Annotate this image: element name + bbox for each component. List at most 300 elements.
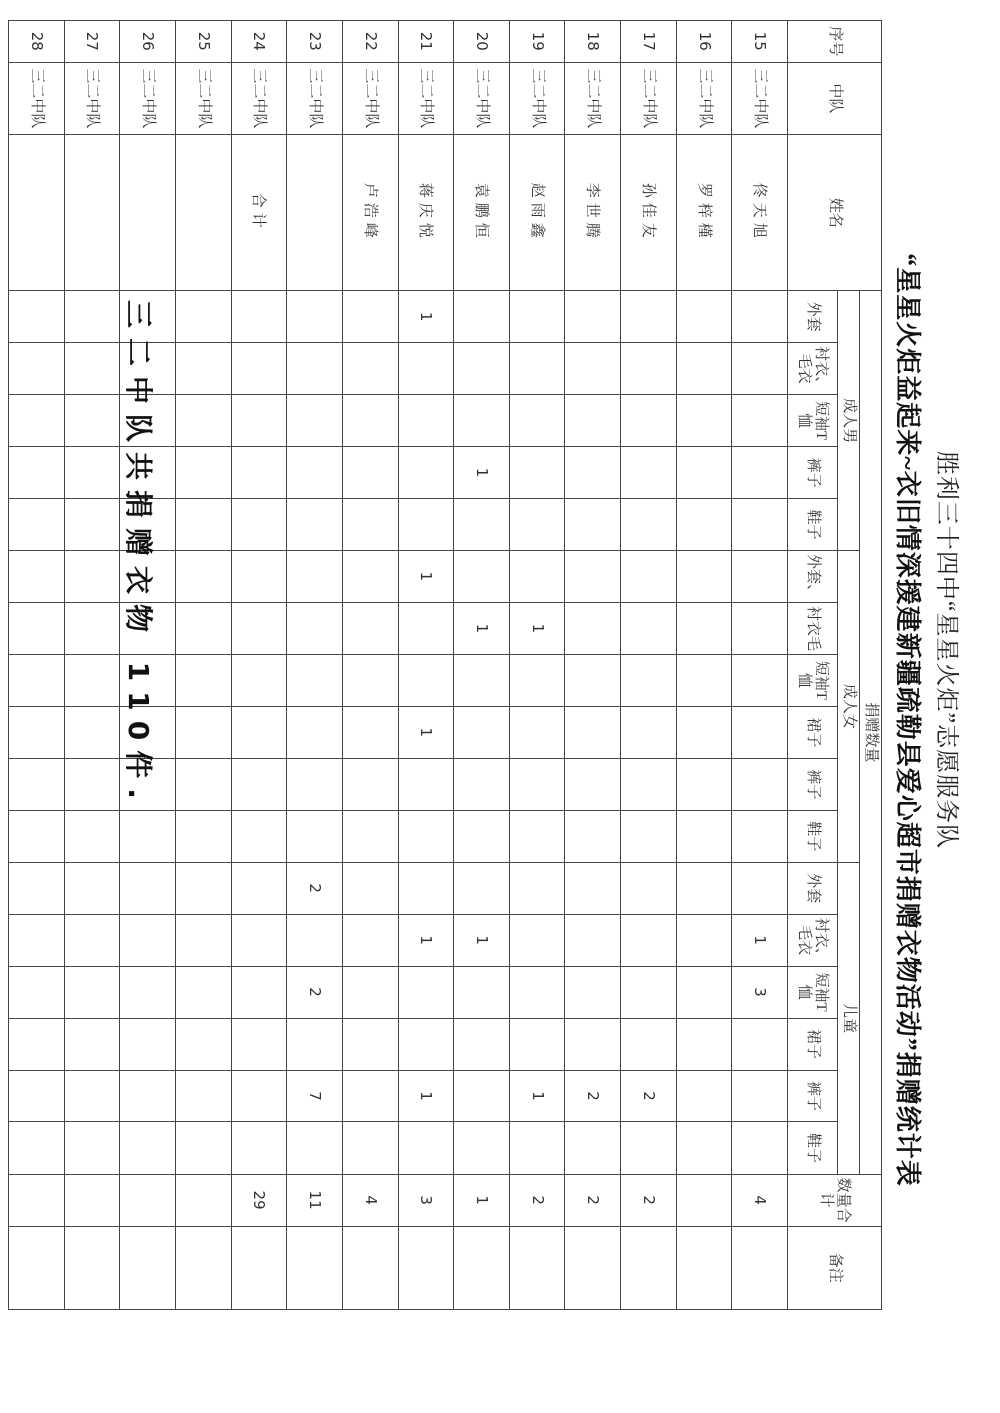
row-name — [120, 135, 176, 291]
row-qty-cell — [175, 499, 231, 551]
row-seq: 15 — [732, 21, 788, 63]
row-qty-cell — [398, 1122, 454, 1174]
table-row — [175, 21, 231, 1310]
female-col-pants: 裤子 — [788, 758, 838, 810]
row-qty-cell — [64, 395, 120, 447]
row-qty-cell — [231, 810, 287, 862]
row-total: 3 — [398, 1174, 454, 1226]
male-col-shoes: 鞋子 — [788, 499, 838, 551]
row-qty-cell — [621, 810, 677, 862]
row-squad: 三二中队 — [676, 62, 732, 135]
row-qty-cell — [231, 654, 287, 706]
row-qty-cell — [509, 706, 565, 758]
row-remark — [9, 1226, 65, 1309]
row-qty-cell — [509, 1122, 565, 1174]
row-qty-cell — [342, 862, 398, 914]
row-seq: 26 — [120, 21, 176, 63]
row-qty-cell — [398, 966, 454, 1018]
table-row — [231, 21, 287, 1310]
row-qty-cell — [64, 654, 120, 706]
row-total: 29 — [231, 1174, 287, 1226]
row-qty-cell — [565, 447, 621, 499]
row-qty-cell: 1 — [454, 914, 510, 966]
row-qty-cell — [676, 1070, 732, 1122]
row-qty-cell: 1 — [509, 1070, 565, 1122]
row-qty-cell — [342, 1070, 398, 1122]
row-squad: 三二中队 — [732, 62, 788, 135]
row-squad: 三二中队 — [287, 62, 343, 135]
row-remark — [509, 1226, 565, 1309]
female-col-coat: 外套、 — [788, 550, 838, 602]
row-qty-cell — [509, 550, 565, 602]
row-qty-cell — [454, 810, 510, 862]
handwritten-total-note: 三二中队共捐赠衣物 110件. — [122, 300, 155, 809]
row-remark — [454, 1226, 510, 1309]
row-qty-cell — [565, 343, 621, 395]
row-qty-cell — [231, 966, 287, 1018]
row-qty-cell — [509, 291, 565, 343]
row-qty-cell — [454, 550, 510, 602]
row-qty-cell — [732, 499, 788, 551]
row-qty-cell — [454, 1018, 510, 1070]
row-qty-cell — [175, 550, 231, 602]
row-qty-cell — [231, 291, 287, 343]
row-qty-cell — [342, 654, 398, 706]
row-qty-cell — [454, 499, 510, 551]
row-squad: 三二中队 — [342, 62, 398, 135]
child-col-tshirt: 短袖T恤 — [788, 966, 838, 1018]
row-qty-cell — [9, 447, 65, 499]
row-remark — [231, 1226, 287, 1309]
row-qty-cell — [342, 706, 398, 758]
row-qty-cell — [175, 1122, 231, 1174]
table-row — [9, 21, 65, 1310]
row-qty-cell — [64, 343, 120, 395]
row-qty-cell — [231, 447, 287, 499]
row-qty-cell — [231, 1070, 287, 1122]
table-row — [676, 21, 732, 1310]
row-total — [676, 1174, 732, 1226]
row-name: 孙佳友 — [621, 135, 677, 291]
row-squad: 三二中队 — [621, 62, 677, 135]
row-qty-cell — [9, 1122, 65, 1174]
header-remark: 备注 — [788, 1226, 882, 1309]
row-qty-cell — [621, 966, 677, 1018]
female-col-shoes: 鞋子 — [788, 810, 838, 862]
row-qty-cell — [287, 810, 343, 862]
child-col-skirt: 裙子 — [788, 1018, 838, 1070]
row-qty-cell — [621, 499, 677, 551]
row-qty-cell: 2 — [621, 1070, 677, 1122]
row-qty-cell — [9, 1018, 65, 1070]
female-col-skirt: 裙子 — [788, 706, 838, 758]
row-qty-cell — [676, 706, 732, 758]
row-qty-cell — [9, 914, 65, 966]
child-col-coat: 外套 — [788, 862, 838, 914]
row-qty-cell — [231, 1018, 287, 1070]
row-qty-cell — [287, 550, 343, 602]
row-qty-cell — [621, 1122, 677, 1174]
row-qty-cell — [398, 602, 454, 654]
row-remark — [732, 1226, 788, 1309]
male-col-pants: 裤子 — [788, 447, 838, 499]
row-seq: 19 — [509, 21, 565, 63]
row-qty-cell — [287, 395, 343, 447]
row-qty-cell — [231, 706, 287, 758]
row-qty-cell: 1 — [454, 447, 510, 499]
row-qty-cell — [9, 602, 65, 654]
row-qty-cell — [342, 395, 398, 447]
row-qty-cell — [231, 343, 287, 395]
row-qty-cell — [565, 550, 621, 602]
row-qty-cell — [64, 447, 120, 499]
row-qty-cell — [287, 291, 343, 343]
row-qty-cell — [676, 291, 732, 343]
row-qty-cell — [454, 395, 510, 447]
row-qty-cell — [509, 654, 565, 706]
row-qty-cell — [9, 810, 65, 862]
header-total: 数量合计 — [788, 1174, 882, 1226]
row-qty-cell — [9, 395, 65, 447]
row-name — [64, 135, 120, 291]
row-qty-cell — [64, 966, 120, 1018]
row-total — [120, 1174, 176, 1226]
row-qty-cell — [175, 602, 231, 654]
row-qty-cell — [732, 862, 788, 914]
row-qty-cell — [509, 862, 565, 914]
row-qty-cell — [676, 550, 732, 602]
row-total: 4 — [342, 1174, 398, 1226]
row-qty-cell — [676, 1122, 732, 1174]
row-name: 罗梓槿 — [676, 135, 732, 291]
row-remark — [287, 1226, 343, 1309]
row-qty-cell — [676, 343, 732, 395]
row-qty-cell — [732, 1070, 788, 1122]
row-qty-cell — [175, 966, 231, 1018]
row-squad: 三二中队 — [120, 62, 176, 135]
row-qty-cell — [732, 706, 788, 758]
row-qty-cell — [509, 758, 565, 810]
row-qty-cell — [676, 966, 732, 1018]
row-qty-cell — [732, 550, 788, 602]
male-col-coat: 外套 — [788, 291, 838, 343]
row-total: 2 — [621, 1174, 677, 1226]
row-qty-cell — [676, 862, 732, 914]
row-squad: 三二中队 — [509, 62, 565, 135]
row-qty-cell — [621, 395, 677, 447]
header-donation-qty: 捐赠数量 — [860, 291, 882, 1174]
row-qty-cell — [398, 1018, 454, 1070]
row-qty-cell — [231, 602, 287, 654]
row-qty-cell — [64, 1018, 120, 1070]
row-qty-cell — [231, 499, 287, 551]
row-qty-cell — [398, 758, 454, 810]
row-seq: 22 — [342, 21, 398, 63]
row-qty-cell — [676, 1018, 732, 1070]
row-qty-cell — [565, 862, 621, 914]
row-qty-cell — [342, 758, 398, 810]
row-qty-cell — [732, 602, 788, 654]
row-qty-cell — [621, 1018, 677, 1070]
row-qty-cell — [621, 550, 677, 602]
header-child: 儿童 — [838, 862, 860, 1174]
title-line-1: 胜利三十四中“星星火炬”志愿服务队 — [933, 450, 959, 850]
row-qty-cell — [64, 602, 120, 654]
row-qty-cell — [454, 966, 510, 1018]
row-qty-cell — [732, 395, 788, 447]
row-qty-cell — [398, 447, 454, 499]
row-remark — [676, 1226, 732, 1309]
row-qty-cell — [621, 291, 677, 343]
row-qty-cell: 7 — [287, 1070, 343, 1122]
row-qty-cell — [565, 1018, 621, 1070]
row-qty-cell — [342, 1018, 398, 1070]
row-squad: 三二中队 — [64, 62, 120, 135]
row-qty-cell — [287, 343, 343, 395]
row-qty-cell — [454, 654, 510, 706]
row-qty-cell: 1 — [398, 706, 454, 758]
row-seq: 23 — [287, 21, 343, 63]
row-qty-cell — [175, 706, 231, 758]
row-qty-cell — [398, 395, 454, 447]
row-qty-cell — [175, 291, 231, 343]
table-row — [287, 21, 343, 1310]
row-qty-cell — [287, 654, 343, 706]
row-qty-cell — [287, 447, 343, 499]
row-qty-cell: 3 — [732, 966, 788, 1018]
row-qty-cell — [342, 291, 398, 343]
row-qty-cell — [565, 810, 621, 862]
row-qty-cell: 1 — [732, 914, 788, 966]
row-total — [64, 1174, 120, 1226]
row-qty-cell — [175, 758, 231, 810]
row-qty-cell — [120, 1122, 176, 1174]
row-qty-cell — [175, 447, 231, 499]
row-qty-cell — [342, 602, 398, 654]
row-qty-cell — [175, 1070, 231, 1122]
row-qty-cell — [175, 1018, 231, 1070]
table-row — [64, 21, 120, 1310]
row-qty-cell — [565, 291, 621, 343]
row-qty-cell — [120, 862, 176, 914]
row-seq: 28 — [9, 21, 65, 63]
row-qty-cell — [287, 499, 343, 551]
row-qty-cell — [565, 499, 621, 551]
row-qty-cell — [398, 810, 454, 862]
row-qty-cell — [9, 706, 65, 758]
row-qty-cell — [231, 758, 287, 810]
row-total: 4 — [732, 1174, 788, 1226]
row-qty-cell — [175, 914, 231, 966]
row-name — [287, 135, 343, 291]
row-qty-cell — [676, 499, 732, 551]
row-qty-cell — [287, 758, 343, 810]
row-qty-cell — [342, 1122, 398, 1174]
row-qty-cell — [454, 291, 510, 343]
row-qty-cell — [398, 862, 454, 914]
row-qty-cell — [342, 966, 398, 1018]
male-col-shirt: 衬衣、毛衣 — [788, 343, 838, 395]
row-qty-cell — [509, 343, 565, 395]
row-qty-cell — [342, 550, 398, 602]
row-squad: 三二中队 — [175, 62, 231, 135]
row-qty-cell — [732, 291, 788, 343]
row-squad: 三二中队 — [9, 62, 65, 135]
row-qty-cell — [565, 395, 621, 447]
row-seq: 18 — [565, 21, 621, 63]
header-adult-female: 成人女 — [838, 550, 860, 862]
row-qty-cell — [9, 291, 65, 343]
row-name: 李世腾 — [565, 135, 621, 291]
row-qty-cell — [342, 343, 398, 395]
row-remark — [342, 1226, 398, 1309]
row-qty-cell — [732, 758, 788, 810]
row-name: 合计 — [231, 135, 287, 291]
row-qty-cell — [732, 654, 788, 706]
row-remark — [120, 1226, 176, 1309]
row-qty-cell — [9, 862, 65, 914]
table-row — [621, 21, 677, 1310]
row-qty-cell — [676, 810, 732, 862]
row-qty-cell — [621, 447, 677, 499]
row-total: 11 — [287, 1174, 343, 1226]
female-col-tshirt: 短袖T恤 — [788, 654, 838, 706]
row-qty-cell — [120, 1070, 176, 1122]
row-qty-cell: 1 — [454, 602, 510, 654]
row-qty-cell — [509, 499, 565, 551]
row-qty-cell — [676, 914, 732, 966]
row-qty-cell: 1 — [509, 602, 565, 654]
row-qty-cell — [454, 1070, 510, 1122]
row-qty-cell — [732, 343, 788, 395]
row-qty-cell — [565, 758, 621, 810]
row-qty-cell — [621, 758, 677, 810]
header-name: 姓名 — [788, 135, 882, 291]
row-qty-cell — [732, 447, 788, 499]
row-squad: 三二中队 — [398, 62, 454, 135]
row-seq: 21 — [398, 21, 454, 63]
row-seq: 25 — [175, 21, 231, 63]
row-qty-cell — [565, 654, 621, 706]
row-qty-cell — [120, 1018, 176, 1070]
header-seq: 序号 — [788, 21, 882, 63]
row-total: 1 — [454, 1174, 510, 1226]
row-qty-cell — [64, 1122, 120, 1174]
row-qty-cell — [565, 1122, 621, 1174]
row-qty-cell — [287, 1018, 343, 1070]
row-qty-cell — [64, 499, 120, 551]
row-qty-cell — [64, 862, 120, 914]
row-name: 卢浩峰 — [342, 135, 398, 291]
row-qty-cell — [509, 447, 565, 499]
row-qty-cell — [231, 862, 287, 914]
row-total: 2 — [565, 1174, 621, 1226]
row-qty-cell — [9, 550, 65, 602]
row-qty-cell — [64, 758, 120, 810]
row-qty-cell — [64, 1070, 120, 1122]
row-qty-cell: 1 — [398, 291, 454, 343]
row-qty-cell — [509, 966, 565, 1018]
row-qty-cell — [9, 343, 65, 395]
row-qty-cell — [64, 914, 120, 966]
row-remark — [621, 1226, 677, 1309]
row-squad: 三二中队 — [231, 62, 287, 135]
row-qty-cell — [454, 758, 510, 810]
row-qty-cell — [676, 758, 732, 810]
female-col-shirt: 衬衣毛 — [788, 602, 838, 654]
row-qty-cell — [509, 395, 565, 447]
row-qty-cell — [621, 862, 677, 914]
table-row — [732, 21, 788, 1310]
row-seq: 24 — [231, 21, 287, 63]
row-qty-cell — [175, 654, 231, 706]
row-qty-cell — [231, 395, 287, 447]
table-row — [454, 21, 510, 1310]
row-qty-cell — [9, 758, 65, 810]
row-qty-cell — [120, 810, 176, 862]
row-qty-cell — [621, 602, 677, 654]
row-qty-cell — [120, 914, 176, 966]
male-col-tshirt: 短袖T恤 — [788, 395, 838, 447]
row-qty-cell — [621, 654, 677, 706]
row-qty-cell — [175, 810, 231, 862]
table-row — [509, 21, 565, 1310]
row-qty-cell — [398, 499, 454, 551]
row-qty-cell — [676, 602, 732, 654]
row-qty-cell — [231, 1122, 287, 1174]
row-qty-cell — [64, 706, 120, 758]
row-qty-cell — [231, 550, 287, 602]
row-name — [175, 135, 231, 291]
row-qty-cell — [287, 706, 343, 758]
row-seq: 16 — [676, 21, 732, 63]
row-qty-cell — [621, 914, 677, 966]
row-qty-cell — [175, 343, 231, 395]
row-qty-cell — [454, 1122, 510, 1174]
row-qty-cell — [342, 447, 398, 499]
row-qty-cell — [676, 654, 732, 706]
row-qty-cell — [342, 914, 398, 966]
row-qty-cell — [231, 914, 287, 966]
row-squad: 三二中队 — [454, 62, 510, 135]
row-total — [9, 1174, 65, 1226]
row-qty-cell — [509, 810, 565, 862]
header-adult-male: 成人男 — [838, 291, 860, 551]
row-total — [175, 1174, 231, 1226]
table-row — [342, 21, 398, 1310]
row-qty-cell — [509, 914, 565, 966]
row-seq: 27 — [64, 21, 120, 63]
row-qty-cell — [175, 395, 231, 447]
header-squad: 中队 — [788, 62, 882, 135]
row-qty-cell — [676, 395, 732, 447]
row-qty-cell — [454, 706, 510, 758]
row-qty-cell — [287, 1122, 343, 1174]
row-qty-cell — [398, 654, 454, 706]
row-qty-cell — [9, 499, 65, 551]
child-col-shirt: 衬衣、毛衣 — [788, 914, 838, 966]
row-remark — [398, 1226, 454, 1309]
row-qty-cell — [621, 343, 677, 395]
row-qty-cell — [732, 810, 788, 862]
row-total: 2 — [509, 1174, 565, 1226]
table-header — [788, 21, 882, 1310]
title-line-2: “星星火炬益起来~衣旧情深援建新疆疏勒县爱心超市捐赠衣物活动”捐赠统计表 — [893, 253, 922, 1187]
row-name — [9, 135, 65, 291]
row-name: 佟天旭 — [732, 135, 788, 291]
row-qty-cell: 1 — [398, 914, 454, 966]
row-qty-cell: 1 — [398, 1070, 454, 1122]
